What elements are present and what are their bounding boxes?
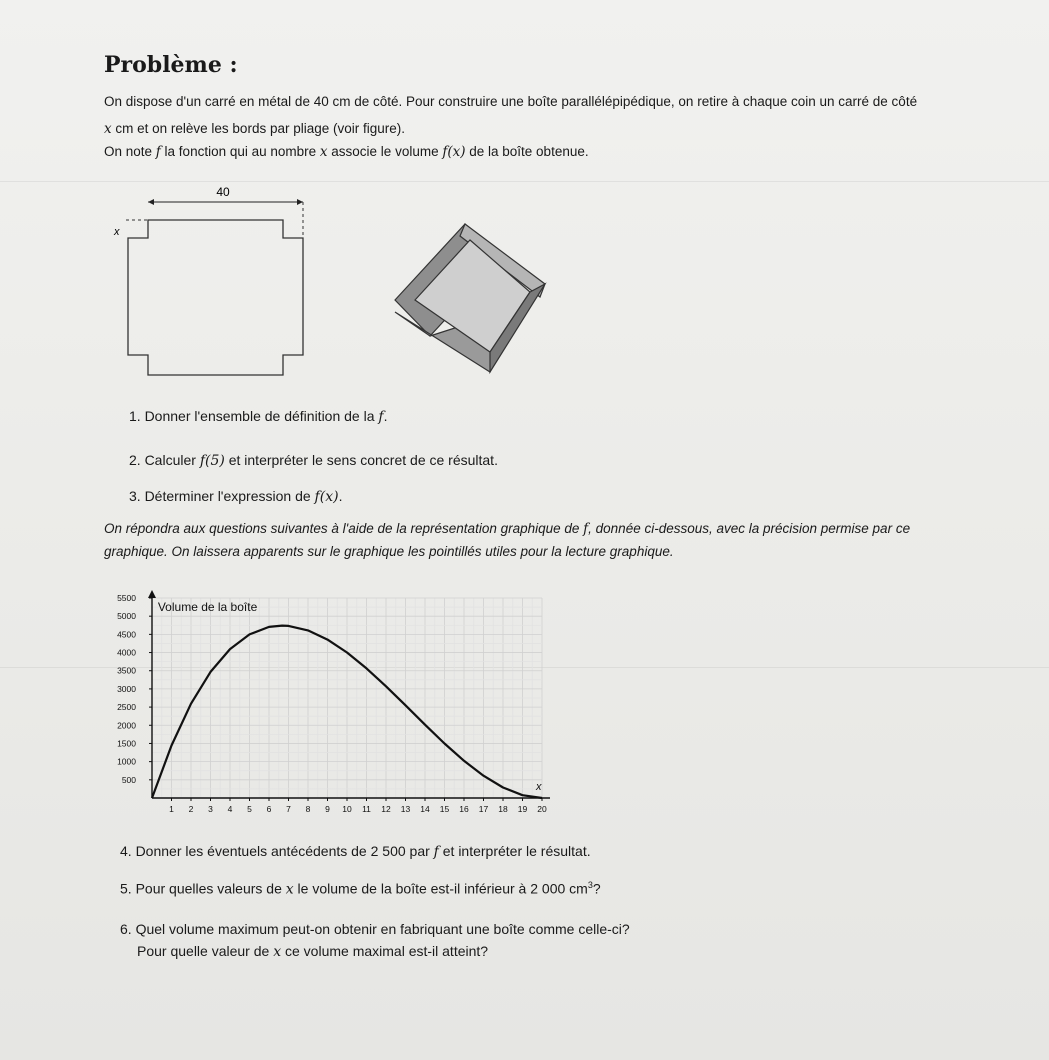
y-tick-label: 1500 <box>117 738 136 749</box>
x-tick-label: 17 <box>478 804 489 814</box>
x-tick-label: 8 <box>305 804 311 814</box>
arrow-head-right <box>297 199 303 205</box>
corner-size-label: x <box>114 226 120 238</box>
question-4: 4. Donner les éventuels antécédents de 2 500 par f et interpréter le résultat. <box>120 843 591 860</box>
side-length-label: 40 <box>216 185 230 199</box>
y-tick-label: 2500 <box>117 702 136 713</box>
y-axis-arrow <box>148 590 156 598</box>
x-tick-label: 18 <box>498 804 508 814</box>
question-2: 2. Calculer f(5) et interpréter le sens concret de ce résultat. <box>129 452 498 469</box>
x-tick-label: 13 <box>400 804 411 814</box>
x-tick-label: 10 <box>342 804 352 814</box>
net-figure <box>108 180 318 385</box>
x-axis-label: x <box>536 781 542 793</box>
y-tick-label: 3500 <box>117 665 136 676</box>
y-tick-label: 2000 <box>117 720 136 731</box>
x-tick-label: 11 <box>362 804 371 814</box>
y-tick-label: 4000 <box>117 647 136 658</box>
x-tick-label: 1 <box>169 804 174 814</box>
y-tick-label: 3000 <box>117 683 136 694</box>
intro-line-3: On note f la fonction qui au nombre x associe le volume f(x) de la boîte obtenue. <box>104 144 589 160</box>
instruction-line-1: On répondra aux questions suivantes à l'aide de la représentation graphique de f, donnée ci-dessous, avec la précision permise par ce <box>104 521 911 537</box>
x-tick-label: 12 <box>381 804 391 814</box>
volume-chart <box>100 585 550 825</box>
box-figure <box>390 212 560 377</box>
x-tick-label: 9 <box>325 804 330 814</box>
x-tick-label: 7 <box>286 804 291 814</box>
x-tick-label: 6 <box>266 804 272 814</box>
x-tick-label: 5 <box>247 804 252 814</box>
chart-title: Volume de la boîte <box>157 599 258 614</box>
instruction-line-2: graphique. On laissera apparents sur le graphique les pointillés utiles pour la lecture graphique. <box>104 544 674 559</box>
y-tick-label: 5500 <box>117 593 136 603</box>
question-1: 1. Donner l'ensemble de définition de la f. <box>129 408 388 425</box>
x-tick-label: 14 <box>420 804 430 814</box>
x-tick-label: 2 <box>188 804 194 814</box>
metal-square-net <box>128 220 303 375</box>
removed-corner-dashed <box>126 220 148 240</box>
problem-title: Problème : <box>104 52 238 78</box>
y-tick-label: 1000 <box>117 756 136 767</box>
question-6-line-1: 6. Quel volume maximum peut-on obtenir en fabriquant une boîte comme celle-ci? <box>120 921 630 937</box>
intro-line-2: x cm et on relève les bords par pliage (voir figure). <box>104 121 406 137</box>
x-tick-label: 4 <box>227 804 233 814</box>
x-tick-label: 3 <box>208 804 213 814</box>
x-tick-label: 19 <box>517 804 528 814</box>
intro-line-1: On dispose d'un carré en métal de 40 cm de côté. Pour construire une boîte parallélépipédique, on retire à chaque coin un carré de côté <box>104 94 918 109</box>
question-3: 3. Déterminer l'expression de f(x). <box>129 488 343 505</box>
x-tick-label: 15 <box>439 804 450 814</box>
x-tick-label: 20 <box>537 804 547 814</box>
y-tick-label: 500 <box>121 774 136 785</box>
y-tick-label: 4500 <box>117 629 136 640</box>
arrow-head-left <box>148 199 154 205</box>
y-tick-label: 5000 <box>117 611 136 622</box>
question-6-line-2: Pour quelle valeur de x ce volume maximal est-il atteint? <box>137 943 489 960</box>
x-tick-label: 16 <box>459 804 469 814</box>
question-5: 5. Pour quelles valeurs de x le volume de la boîte est-il inférieur à 2 000 $cm^3$? <box>120 880 601 898</box>
